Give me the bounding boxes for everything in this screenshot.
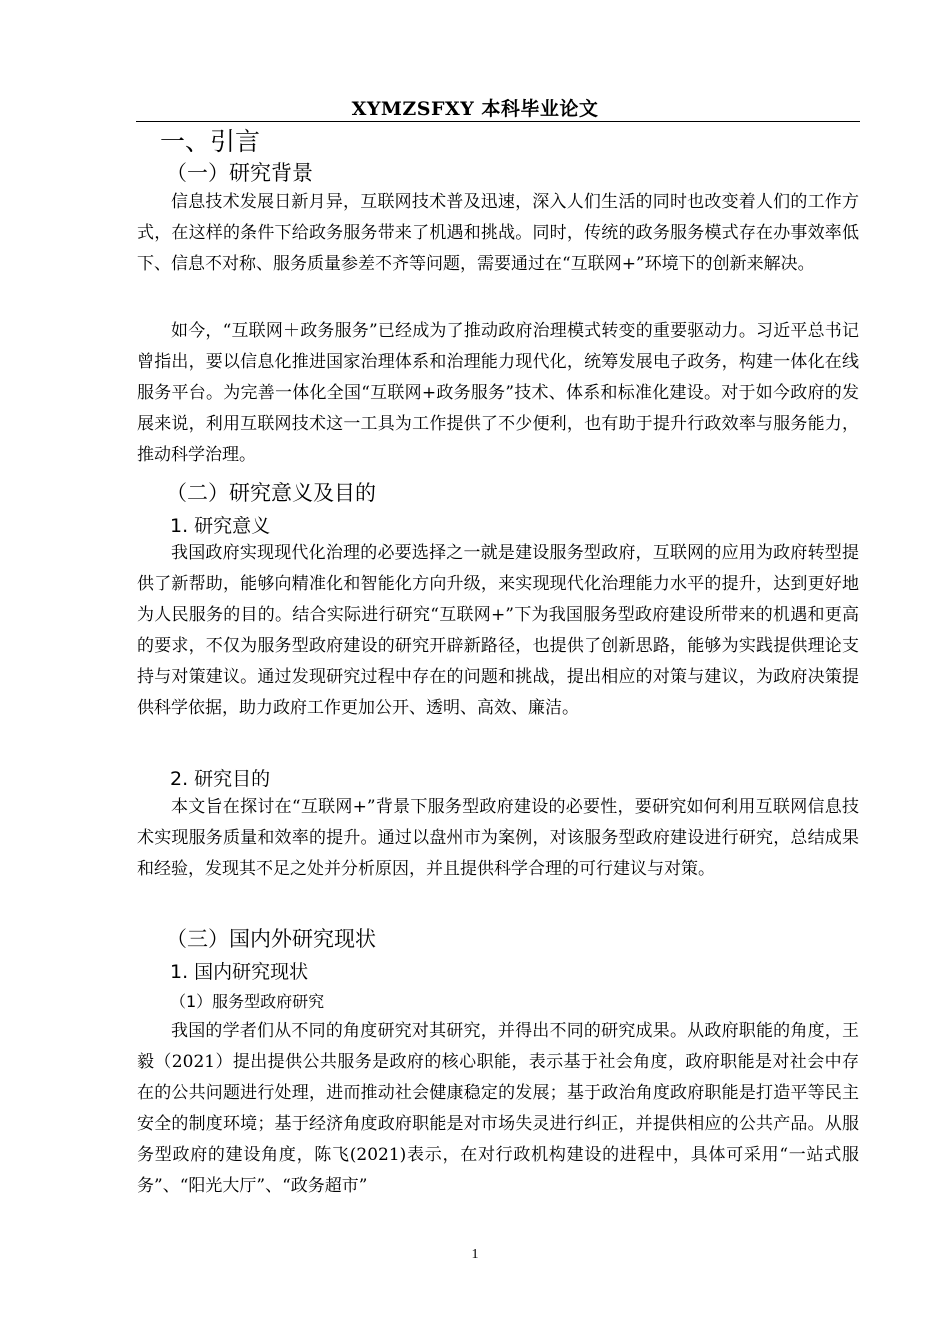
heading-service-government: （1）服务型政府研究 [170, 992, 325, 1011]
heading-significance-purpose: （二）研究意义及目的 [166, 481, 376, 505]
heading-significance: 1. 研究意义 [170, 515, 271, 537]
heading-research-status: （三）国内外研究现状 [166, 927, 376, 951]
paragraph-purpose: 本文旨在探讨在“互联网+”背景下服务型政府建设的必要性，要研究如何利用互联网信息技术实现服务质量和效率的提升。通过以盘州市为案例，对该服务型政府建设进行研究，总结成果和经验，发现其不足之处并分析原因，并且提供科学合理的可行建议与对策。 [137, 797, 859, 879]
heading-purpose: 2. 研究目的 [170, 768, 271, 790]
page-header-title: XYMZSFXY 本科毕业论文 [351, 98, 599, 120]
paragraph-background-2: 如今，“互联网＋政务服务”已经成为了推动政府治理模式转变的重要驱动力。习近平总书记曾指出，要以信息化推进国家治理体系和治理能力现代化，统筹发展电子政务，构建一体化在线服务平台。为完善一体化全国“互联网+政务服务”技术、体系和标准化建设。对于如今政府的发展来说，利用互联网技术这一工具为工作提供了不少便利，也有助于提升行政效率与服务能力，推动科学治理。 [137, 321, 859, 465]
heading-introduction: 一、引言 [160, 127, 261, 156]
heading-research-background: （一）研究背景 [166, 161, 313, 185]
paragraph-background-1: 信息技术发展日新月异，互联网技术普及迅速，深入人们生活的同时也改变着人们的工作方式，在这样的条件下给政务服务带来了机遇和挑战。同时，传统的政务服务模式存在办事效率低下、信息不对称、服务质量参差不齐等问题，需要通过在“互联网+”环境下的创新来解决。 [137, 192, 859, 274]
paragraph-service-government: 我国的学者们从不同的角度研究对其研究，并得出不同的研究成果。从政府职能的角度，王毅（2021）提出提供公共服务是政府的核心职能，表示基于社会角度，政府职能是对社会中存在的公共问题进行处理，进而推动社会健康稳定的发展；基于政治角度政府职能是打造平等民主安全的制度环境；基于经济角度政府职能是对市场失灵进行纠正，并提供相应的公共产品。从服务型政府的建设角度，陈飞(2021)表示，在对行政机构建设的进程中，具体可采用“一站式服务”、“阳光大厅”、“政务超市” [137, 1021, 859, 1196]
paragraph-significance: 我国政府实现现代化治理的必要选择之一就是建设服务型政府，互联网的应用为政府转型提供了新帮助，能够向精准化和智能化方向升级，来实现现代化治理能力水平的提升，达到更好地为人民服务的目的。结合实际进行研究“互联网+”下为我国服务型政府建设所带来的机遇和更高的要求，不仅为服务型政府建设的研究开辟新路径，也提供了创新思路，能够为实践提供理论支持与对策建议。通过发现研究过程中存在的问题和挑战，提出相应的对策与建议，为政府决策提供科学依据，助力政府工作更加公开、透明、高效、廉洁。 [137, 543, 859, 718]
heading-domestic-status: 1. 国内研究现状 [170, 961, 309, 983]
page-number: 1 [471, 1247, 479, 1262]
